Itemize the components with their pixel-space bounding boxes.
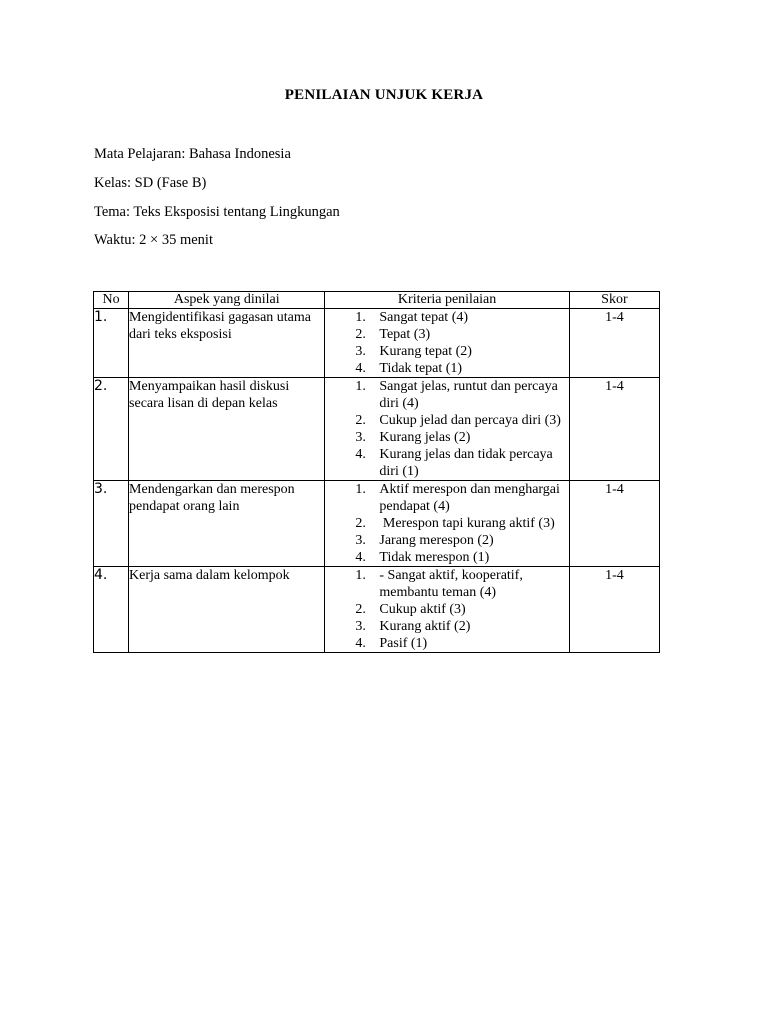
criteria-number: 2. (355, 327, 366, 342)
criteria-text: Jarang merespon (2) (379, 533, 494, 548)
criteria-item (325, 635, 564, 652)
criteria-number: 4. (355, 447, 366, 462)
criteria-item (325, 446, 564, 480)
criteria-list (325, 567, 568, 652)
criteria-text: Sangat tepat (4) (379, 310, 469, 325)
class-line: Kelas: SD (Fase B) (94, 175, 207, 191)
score-cell: 1-4 (569, 378, 659, 481)
criteria-list (325, 481, 568, 566)
criteria-item (325, 343, 564, 360)
criteria-text: Aktif merespon dan menghargai pendapat (4) (379, 482, 560, 514)
assessment-table (93, 291, 660, 653)
criteria-cell (325, 309, 569, 378)
criteria-number: 1. (355, 482, 366, 497)
criteria-number: 3. (355, 430, 366, 445)
criteria-number: 4. (355, 361, 366, 376)
criteria-item (325, 515, 564, 532)
criteria-text: Tidak tepat (1) (379, 361, 463, 376)
document-title: PENILAIAN UNJUK KERJA (284, 87, 484, 103)
criteria-number: 4. (355, 636, 366, 651)
aspect-cell: Mendengarkan dan merespon pendapat orang lain (129, 481, 325, 567)
criteria-number: 2. (355, 516, 366, 531)
criteria-text: Merespon tapi kurang aktif (3) (379, 516, 555, 531)
criteria-text: Tidak merespon (1) (379, 550, 490, 565)
table-row (94, 567, 660, 653)
criteria-number: 3. (355, 344, 366, 359)
score-cell: 1-4 (569, 567, 659, 653)
subject-line: Mata Pelajaran: Bahasa Indonesia (94, 146, 291, 162)
criteria-cell (325, 378, 569, 481)
aspect-cell: Menyampaikan hasil diskusi secara lisan di depan kelas (129, 378, 325, 481)
criteria-item (325, 601, 564, 618)
table-row (94, 481, 660, 567)
criteria-list (325, 309, 568, 377)
criteria-text: Kurang aktif (2) (379, 619, 471, 634)
aspect-cell: Kerja sama dalam kelompok (129, 567, 325, 653)
criteria-number: 4. (355, 550, 366, 565)
criteria-item (325, 378, 564, 412)
criteria-number: 1. (355, 568, 366, 583)
criteria-cell (325, 567, 569, 653)
time-line: Waktu: 2 × 35 menit (94, 232, 213, 248)
header-score: Skor (569, 292, 659, 309)
criteria-number: 2. (355, 413, 366, 428)
criteria-number: 3. (355, 619, 366, 634)
criteria-text: Kurang jelas (2) (379, 430, 471, 445)
criteria-text: - Sangat aktif, kooperatif, membantu teman (4) (379, 568, 523, 600)
criteria-text: Cukup jelad dan percaya diri (3) (379, 413, 561, 428)
criteria-text: Tepat (3) (379, 327, 431, 342)
header-aspect: Aspek yang dinilai (129, 292, 325, 309)
table-row (94, 309, 660, 378)
criteria-text: Sangat jelas, runtut dan percaya diri (4) (379, 379, 558, 411)
score-cell: 1-4 (569, 481, 659, 567)
criteria-number: 1. (355, 379, 366, 394)
criteria-item (325, 412, 564, 429)
criteria-item (325, 532, 564, 549)
criteria-text: Kurang jelas dan tidak percaya diri (1) (379, 447, 553, 479)
criteria-item (325, 481, 564, 515)
score-cell: 1-4 (569, 309, 659, 378)
criteria-item (325, 326, 564, 343)
criteria-number: 1. (355, 310, 366, 325)
criteria-item (325, 567, 564, 601)
row-number: 4. (94, 567, 129, 653)
criteria-text: Kurang tepat (2) (379, 344, 472, 359)
criteria-number: 3. (355, 533, 366, 548)
criteria-item (325, 429, 564, 446)
criteria-item (325, 618, 564, 635)
table-header-row (94, 292, 660, 309)
row-number: 2. (94, 378, 129, 481)
row-number: 1. (94, 309, 129, 378)
aspect-cell: Mengidentifikasi gagasan utama dari teks eksposisi (129, 309, 325, 378)
theme-line: Tema: Teks Eksposisi tentang Lingkungan (94, 204, 340, 220)
criteria-number: 2. (355, 602, 366, 617)
criteria-item (325, 549, 564, 566)
criteria-text: Pasif (1) (379, 636, 428, 651)
criteria-list (325, 378, 568, 480)
header-criteria: Kriteria penilaian (325, 292, 569, 309)
criteria-item (325, 309, 564, 326)
header-no: No (94, 292, 129, 309)
table-row (94, 378, 660, 481)
row-number: 3. (94, 481, 129, 567)
criteria-text: Cukup aktif (3) (379, 602, 466, 617)
criteria-item (325, 360, 564, 377)
criteria-cell (325, 481, 569, 567)
